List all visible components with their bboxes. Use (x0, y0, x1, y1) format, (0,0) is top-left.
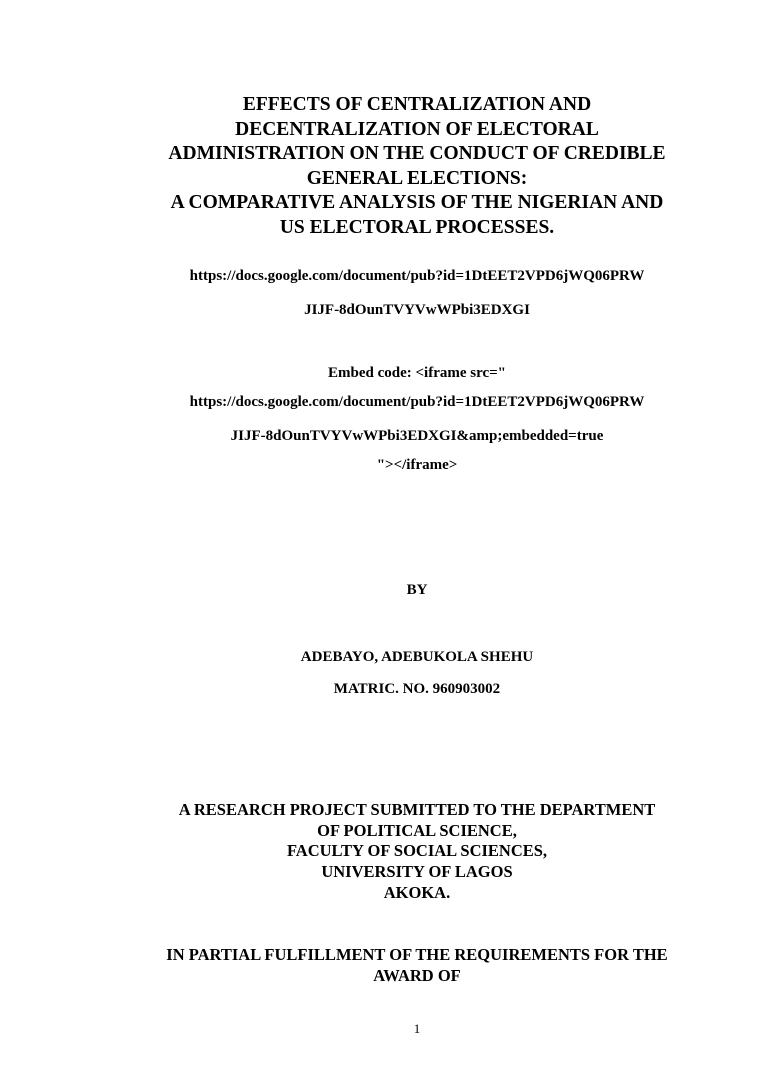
submission-line: A RESEARCH PROJECT SUBMITTED TO THE DEPARTMENT (178, 800, 656, 819)
submission-line: AKOKA. (383, 882, 451, 902)
submission-line: UNIVERSITY OF LAGOS (321, 862, 513, 882)
title-line: DECENTRALIZATION OF ELECTORAL (235, 118, 599, 140)
submission-line: OF POLITICAL SCIENCE, (317, 820, 517, 840)
embed-code-line: JIJF-8dOunTVYVwWPbi3EDXGI&amp;embedded=true (230, 428, 604, 444)
submission-statement (140, 800, 694, 904)
document-title (140, 93, 694, 240)
matric-number: MATRIC. NO. 960903002 (333, 681, 501, 697)
title-line: EFFECTS OF CENTRALIZATION AND (242, 94, 592, 115)
document-link-line: JIJF-8dOunTVYVwWPbi3EDXGI (304, 302, 530, 318)
fulfillment-line: IN PARTIAL FULFILLMENT OF THE REQUIREMENTS FOR THE (166, 945, 668, 964)
submission-line: FACULTY OF SOCIAL SCIENCES, (286, 841, 548, 861)
embed-code-line: "></iframe> (376, 457, 458, 473)
fulfillment-statement (140, 945, 694, 986)
document-link-line: https://docs.google.com/document/pub?id=1DtEET2VPD6jWQ06PRW (189, 268, 645, 284)
author-name: ADEBAYO, ADEBUKOLA SHEHU (300, 649, 534, 665)
title-line: A COMPARATIVE ANALYSIS OF THE NIGERIAN AND (170, 192, 664, 213)
fulfillment-line: AWARD OF (373, 965, 461, 985)
embed-code-line: Embed code: <iframe src=" (327, 365, 507, 381)
page-number: 1 (413, 1021, 421, 1036)
title-line: US ELECTORAL PROCESSES. (279, 216, 555, 238)
embed-code-line: https://docs.google.com/document/pub?id=1DtEET2VPD6jWQ06PRW (189, 394, 645, 410)
by-label: BY (406, 582, 428, 598)
title-line: ADMINISTRATION ON THE CONDUCT OF CREDIBLE (168, 143, 666, 164)
title-line: GENERAL ELECTIONS: (306, 167, 528, 189)
